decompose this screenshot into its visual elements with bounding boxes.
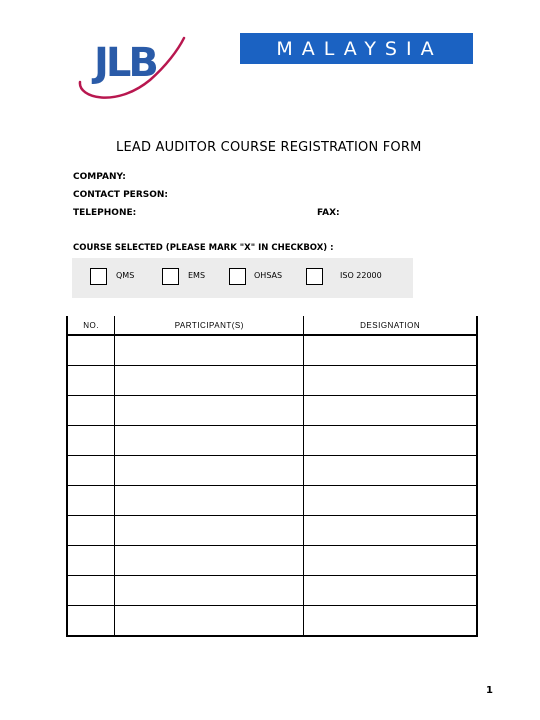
table-row [67, 516, 477, 546]
table-row [67, 456, 477, 486]
cell-no [67, 576, 115, 606]
cell-participant[interactable] [115, 335, 304, 366]
participants-table [66, 316, 478, 637]
cell-no [67, 486, 115, 516]
checkbox-label-iso-22000: ISO 22000 [340, 271, 382, 280]
country-banner: MALAYSIA [240, 33, 473, 64]
table-row [67, 486, 477, 516]
checkbox-ohsas[interactable] [229, 268, 246, 285]
telephone-label: TELEPHONE: [73, 208, 137, 218]
table-header-row [67, 316, 477, 335]
course-checkbox-panel [72, 258, 413, 298]
cell-participant[interactable] [115, 456, 304, 486]
cell-participant[interactable] [115, 486, 304, 516]
form-title: LEAD AUDITOR COURSE REGISTRATION FORM [116, 140, 422, 155]
header-designation: DESIGNATION [304, 316, 477, 335]
table-row [67, 396, 477, 426]
checkbox-label-ohsas: OHSAS [254, 271, 283, 280]
cell-participant[interactable] [115, 426, 304, 456]
cell-designation[interactable] [304, 486, 477, 516]
cell-participant[interactable] [115, 606, 304, 637]
page-number: 1 [486, 685, 493, 696]
cell-designation[interactable] [304, 396, 477, 426]
table-row [67, 576, 477, 606]
cell-designation[interactable] [304, 366, 477, 396]
table-row [67, 426, 477, 456]
cell-designation[interactable] [304, 426, 477, 456]
cell-no [67, 456, 115, 486]
logo-lettering: JLB [94, 40, 156, 86]
cell-designation[interactable] [304, 335, 477, 366]
checkbox-ems[interactable] [162, 268, 179, 285]
cell-no [67, 396, 115, 426]
cell-designation[interactable] [304, 546, 477, 576]
checkbox-iso-22000[interactable] [306, 268, 323, 285]
checkbox-label-qms: QMS [116, 271, 135, 280]
cell-participant[interactable] [115, 576, 304, 606]
cell-designation[interactable] [304, 576, 477, 606]
table-row [67, 335, 477, 366]
table-row [67, 546, 477, 576]
cell-no [67, 335, 115, 366]
header-no: NO. [67, 316, 115, 335]
cell-designation[interactable] [304, 456, 477, 486]
table-row [67, 606, 477, 637]
fax-label: FAX: [317, 208, 340, 218]
cell-designation[interactable] [304, 516, 477, 546]
cell-no [67, 366, 115, 396]
cell-designation[interactable] [304, 606, 477, 637]
header-participants: PARTICIPANT(S) [115, 316, 304, 335]
cell-no [67, 606, 115, 637]
cell-participant[interactable] [115, 546, 304, 576]
table-row [67, 366, 477, 396]
cell-participant[interactable] [115, 516, 304, 546]
checkbox-qms[interactable] [90, 268, 107, 285]
cell-no [67, 426, 115, 456]
cell-participant[interactable] [115, 366, 304, 396]
cell-participant[interactable] [115, 396, 304, 426]
cell-no [67, 546, 115, 576]
company-label: COMPANY: [73, 172, 126, 182]
course-selected-label: COURSE SELECTED (PLEASE MARK "X" IN CHECKBOX) : [73, 243, 334, 253]
jlb-logo [76, 26, 186, 102]
checkbox-label-ems: EMS [188, 271, 206, 280]
contact-person-label: CONTACT PERSON: [73, 190, 169, 200]
cell-no [67, 516, 115, 546]
